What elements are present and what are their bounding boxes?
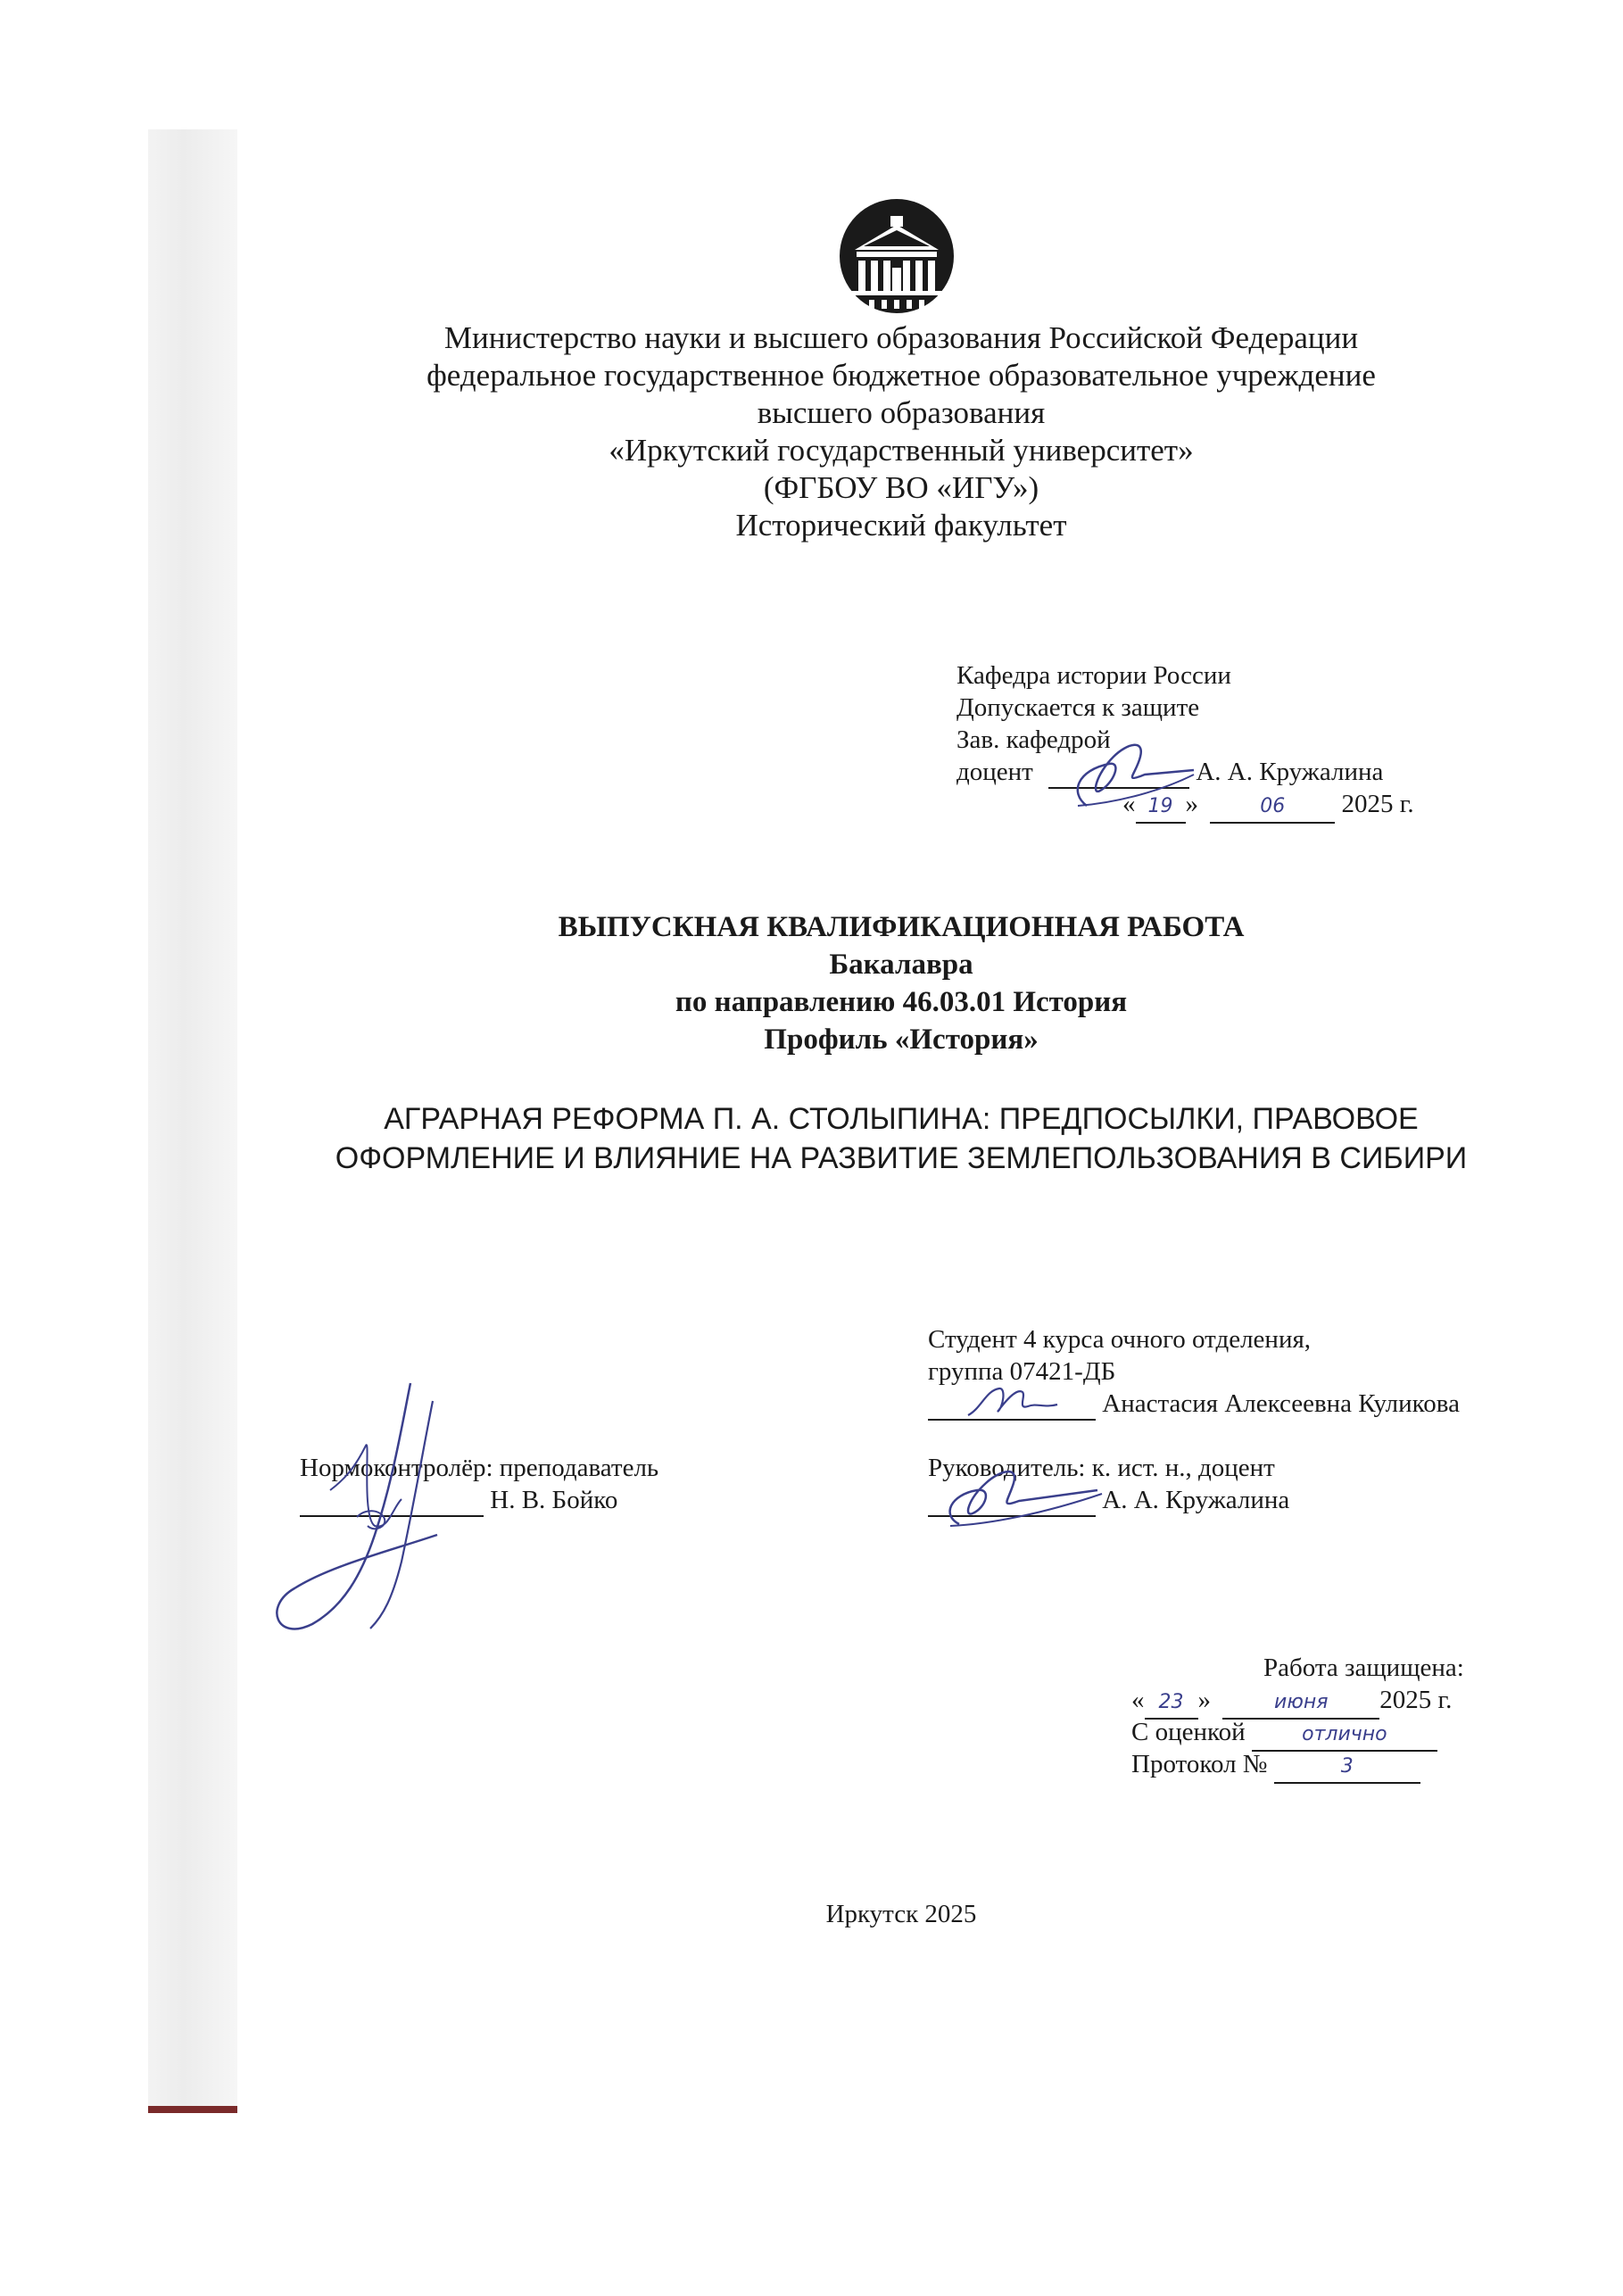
approval-month: 06 xyxy=(1260,795,1286,817)
work-type: ВЫПУСКНАЯ КВАЛИФИКАЦИОННАЯ РАБОТА xyxy=(558,911,1245,943)
defense-month: июня xyxy=(1274,1691,1329,1713)
degree: Бакалавра xyxy=(829,949,973,981)
institution-type-line: федеральное государственное бюджетное образовательное учреждение xyxy=(426,358,1376,393)
institution-header xyxy=(268,319,1535,544)
protocol-row xyxy=(1131,1749,1420,1784)
supervisor-signature-icon xyxy=(937,1455,1106,1535)
protocol-label: Протокол № xyxy=(1131,1750,1268,1778)
profile: Профиль «История» xyxy=(764,1024,1039,1056)
thesis-topic xyxy=(268,1099,1535,1178)
protocol-number: 3 xyxy=(1340,1755,1354,1778)
topic-line-2: ОФОРМЛЕНИЕ И ВЛИЯНИЕ НА РАЗВИТИЕ ЗЕМЛЕПОЛЬЗОВАНИЯ В СИБИРИ xyxy=(335,1141,1468,1175)
protocol-field xyxy=(1274,1749,1420,1784)
university-abbreviation: (ФГБОУ ВО «ИГУ») xyxy=(763,470,1039,505)
grade-value: отлично xyxy=(1302,1723,1387,1745)
defense-year: 2025 г. xyxy=(1379,1686,1453,1714)
admission-label: Допускается к защите xyxy=(956,693,1200,722)
head-position: доцент xyxy=(956,758,1033,786)
ministry-line: Министерство науки и высшего образования Российской Федерации xyxy=(443,320,1359,355)
defense-label: Работа защищена: xyxy=(1263,1654,1464,1682)
work-title-block xyxy=(268,908,1535,1058)
supervisor-name: А. А. Кружалина xyxy=(1102,1486,1290,1514)
head-label: Зав. кафедрой xyxy=(956,725,1111,754)
university-logo xyxy=(839,198,955,314)
approval-month-field xyxy=(1210,789,1335,824)
education-level-line: высшего образования xyxy=(757,395,1046,430)
city-year: Иркутск 2025 xyxy=(825,1900,977,1928)
student-name: Анастасия Алексеевна Куликова xyxy=(1102,1389,1460,1418)
student-signature-icon xyxy=(964,1381,1062,1421)
defense-date xyxy=(1131,1685,1452,1720)
topic-line-1: АГРАРНАЯ РЕФОРМА П. А. СТОЛЫПИНА: ПРЕДПОСЫЛКИ, ПРАВОВОЕ xyxy=(384,1102,1419,1136)
university-name: «Иркутский государственный университет» xyxy=(609,433,1194,468)
faculty-name: Исторический факультет xyxy=(735,508,1067,543)
normcontrol-label: Нормоконтролёр: преподаватель xyxy=(300,1454,659,1482)
head-signature-icon xyxy=(1060,721,1203,819)
binding-edge xyxy=(148,2106,237,2113)
defense-day: 23 xyxy=(1158,1691,1184,1713)
direction: по направлению 46.03.01 История xyxy=(675,986,1128,1018)
defense-day-field xyxy=(1145,1685,1198,1720)
approval-date-open: « xyxy=(1122,790,1136,818)
grade-field xyxy=(1252,1717,1437,1752)
head-name: А. А. Кружалина xyxy=(1196,758,1384,786)
normcontrol-signature-icon xyxy=(259,1374,491,1642)
defense-date-open: « xyxy=(1131,1686,1145,1714)
approval-day: 19 xyxy=(1147,795,1173,817)
grade-row xyxy=(1131,1717,1437,1752)
department-name: Кафедра истории России xyxy=(956,661,1231,690)
student-course: Студент 4 курса очного отделения, xyxy=(928,1325,1312,1354)
defense-date-mid: » xyxy=(1197,1686,1211,1714)
student-group: группа 07421-ДБ xyxy=(928,1357,1116,1386)
supervisor-label: Руководитель: к. ист. н., доцент xyxy=(928,1454,1275,1482)
binding-strip xyxy=(148,129,237,2110)
approval-year: 2025 г. xyxy=(1341,790,1414,818)
normcontrol-name: Н. В. Бойко xyxy=(490,1486,618,1514)
defense-month-field xyxy=(1222,1685,1379,1720)
grade-label: С оценкой xyxy=(1131,1718,1246,1746)
approval-date-mid: » xyxy=(1185,790,1198,818)
